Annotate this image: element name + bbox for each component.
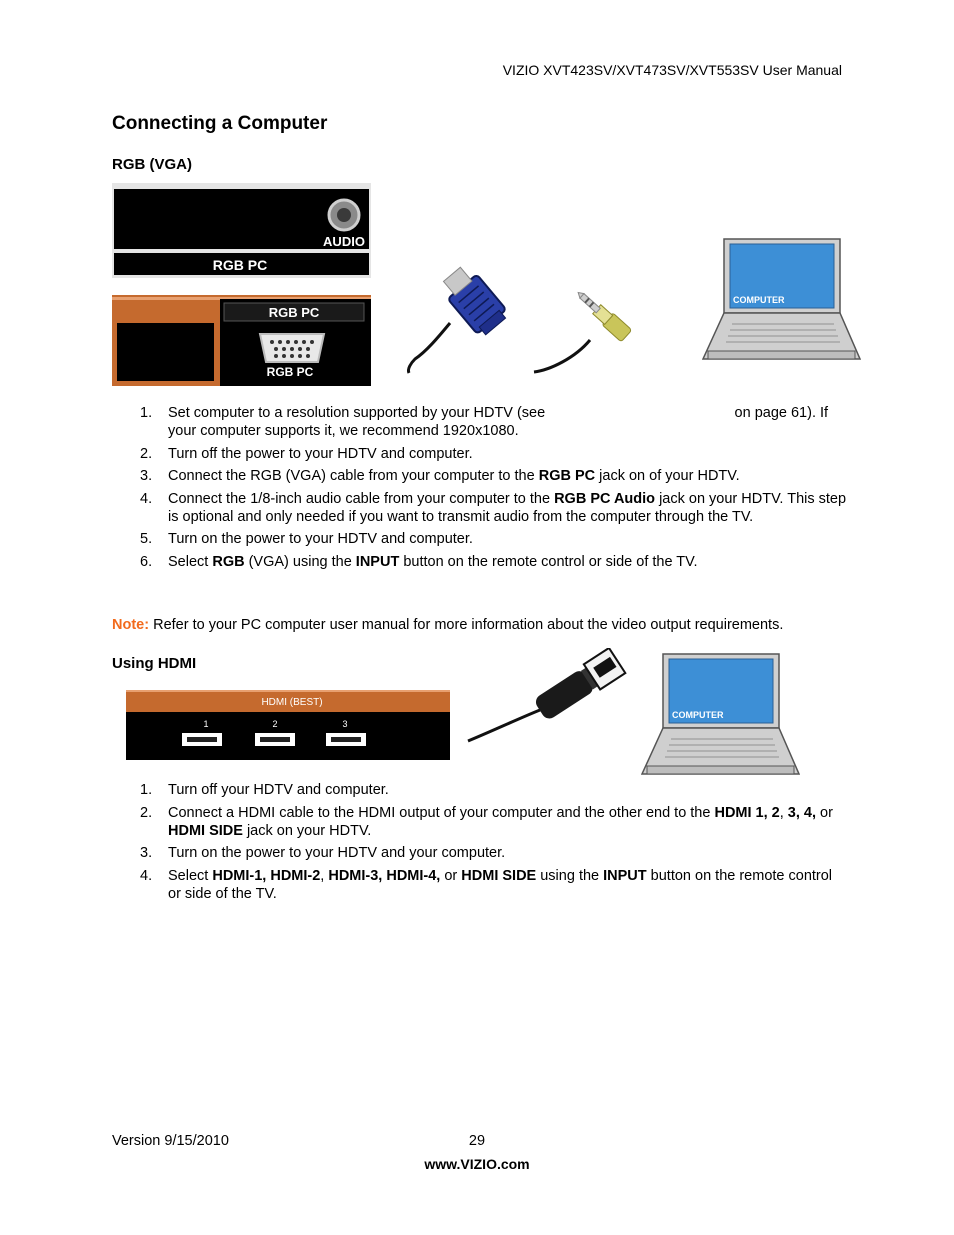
laptop-hdmi-label: COMPUTER <box>672 710 724 720</box>
hdmi-port-label-3: 3 <box>342 719 348 729</box>
hdmi-step: 4. Select HDMI-1, HDMI-2, HDMI-3, HDMI-4, or HDMI SIDE using the INPUT button on the remote control or side of the TV. <box>140 867 833 902</box>
hdmi-port-2 <box>255 733 295 746</box>
hdmi-step: 1. Turn off your HDTV and computer. <box>140 782 389 798</box>
rgb-pc-port-label: RGB PC <box>268 305 320 320</box>
hdmi-port-label-2: 2 <box>272 719 278 729</box>
footer-page-number: 29 <box>468 1133 486 1149</box>
audio-label: AUDIO <box>323 234 365 249</box>
tv-hdmi-panel-image <box>126 690 450 760</box>
hdmi-port-label-1: 1 <box>203 719 209 729</box>
hdmi-heading: Using HDMI <box>112 655 197 672</box>
rgb-steps-list <box>112 404 847 575</box>
audio-cable-image <box>530 278 650 378</box>
footer-url: www.VIZIO.com <box>424 1156 530 1172</box>
hdmi-cable-image <box>465 648 635 744</box>
hdmi-port-3 <box>326 733 366 746</box>
rgb-step: 1. Set computer to a resolution supported by your HDTV (see on page 61). If your computer supports it, we recommend 1920x1080. <box>140 405 829 439</box>
rgb-step: 2. Turn off the power to your HDTV and computer. <box>140 445 473 462</box>
tv-rgb-panel-image <box>112 295 371 386</box>
hdmi-steps-list <box>112 781 847 907</box>
rgb-step: 3. Connect the RGB (VGA) cable from your computer to the RGB PC jack on of your HDTV. <box>140 468 740 484</box>
rgb-step: 6. Select RGB (VGA) using the INPUT button on the remote control or side of the TV. <box>140 553 698 570</box>
hdmi-port-1 <box>182 733 222 746</box>
note: Note: Refer to your PC computer user manual for more information about the video output requirements. <box>112 617 784 633</box>
rgb-step: 4. Connect the 1/8-inch audio cable from your computer to the RGB PC Audio jack on your HDTV. This step is optional and only needed if you want to transmit audio from the computer through the TV. <box>140 490 847 525</box>
hdmi-step: 2. Connect a HDMI cable to the HDMI output of your computer and the other end to the HDMI 1, 2, 3, 4, or HDMI SIDE jack on your HDTV. <box>140 804 833 839</box>
footer-version: Version 9/15/2010 <box>112 1133 229 1149</box>
section-title: Connecting a Computer <box>112 113 328 134</box>
rgb-step: 5. Turn on the power to your HDTV and computer. <box>140 531 473 547</box>
laptop-hdmi-image <box>641 653 800 776</box>
laptop-rgb-image <box>702 238 861 361</box>
rgb-pc-port-label-2: RGB PC <box>266 365 314 379</box>
tv-audio-panel-image <box>112 183 371 278</box>
manual-title: VIZIO XVT423SV/XVT473SV/XVT553SV User Manual <box>502 62 842 78</box>
laptop-rgb-label: COMPUTER <box>733 295 785 305</box>
rgb-heading: RGB (VGA) <box>112 156 192 173</box>
hdmi-panel-label: HDMI (BEST) <box>261 697 323 708</box>
hdmi-step: 3. Turn on the power to your HDTV and your computer. <box>140 845 506 861</box>
vga-cable-image <box>405 263 520 375</box>
rgb-pc-label: RGB PC <box>212 257 268 273</box>
